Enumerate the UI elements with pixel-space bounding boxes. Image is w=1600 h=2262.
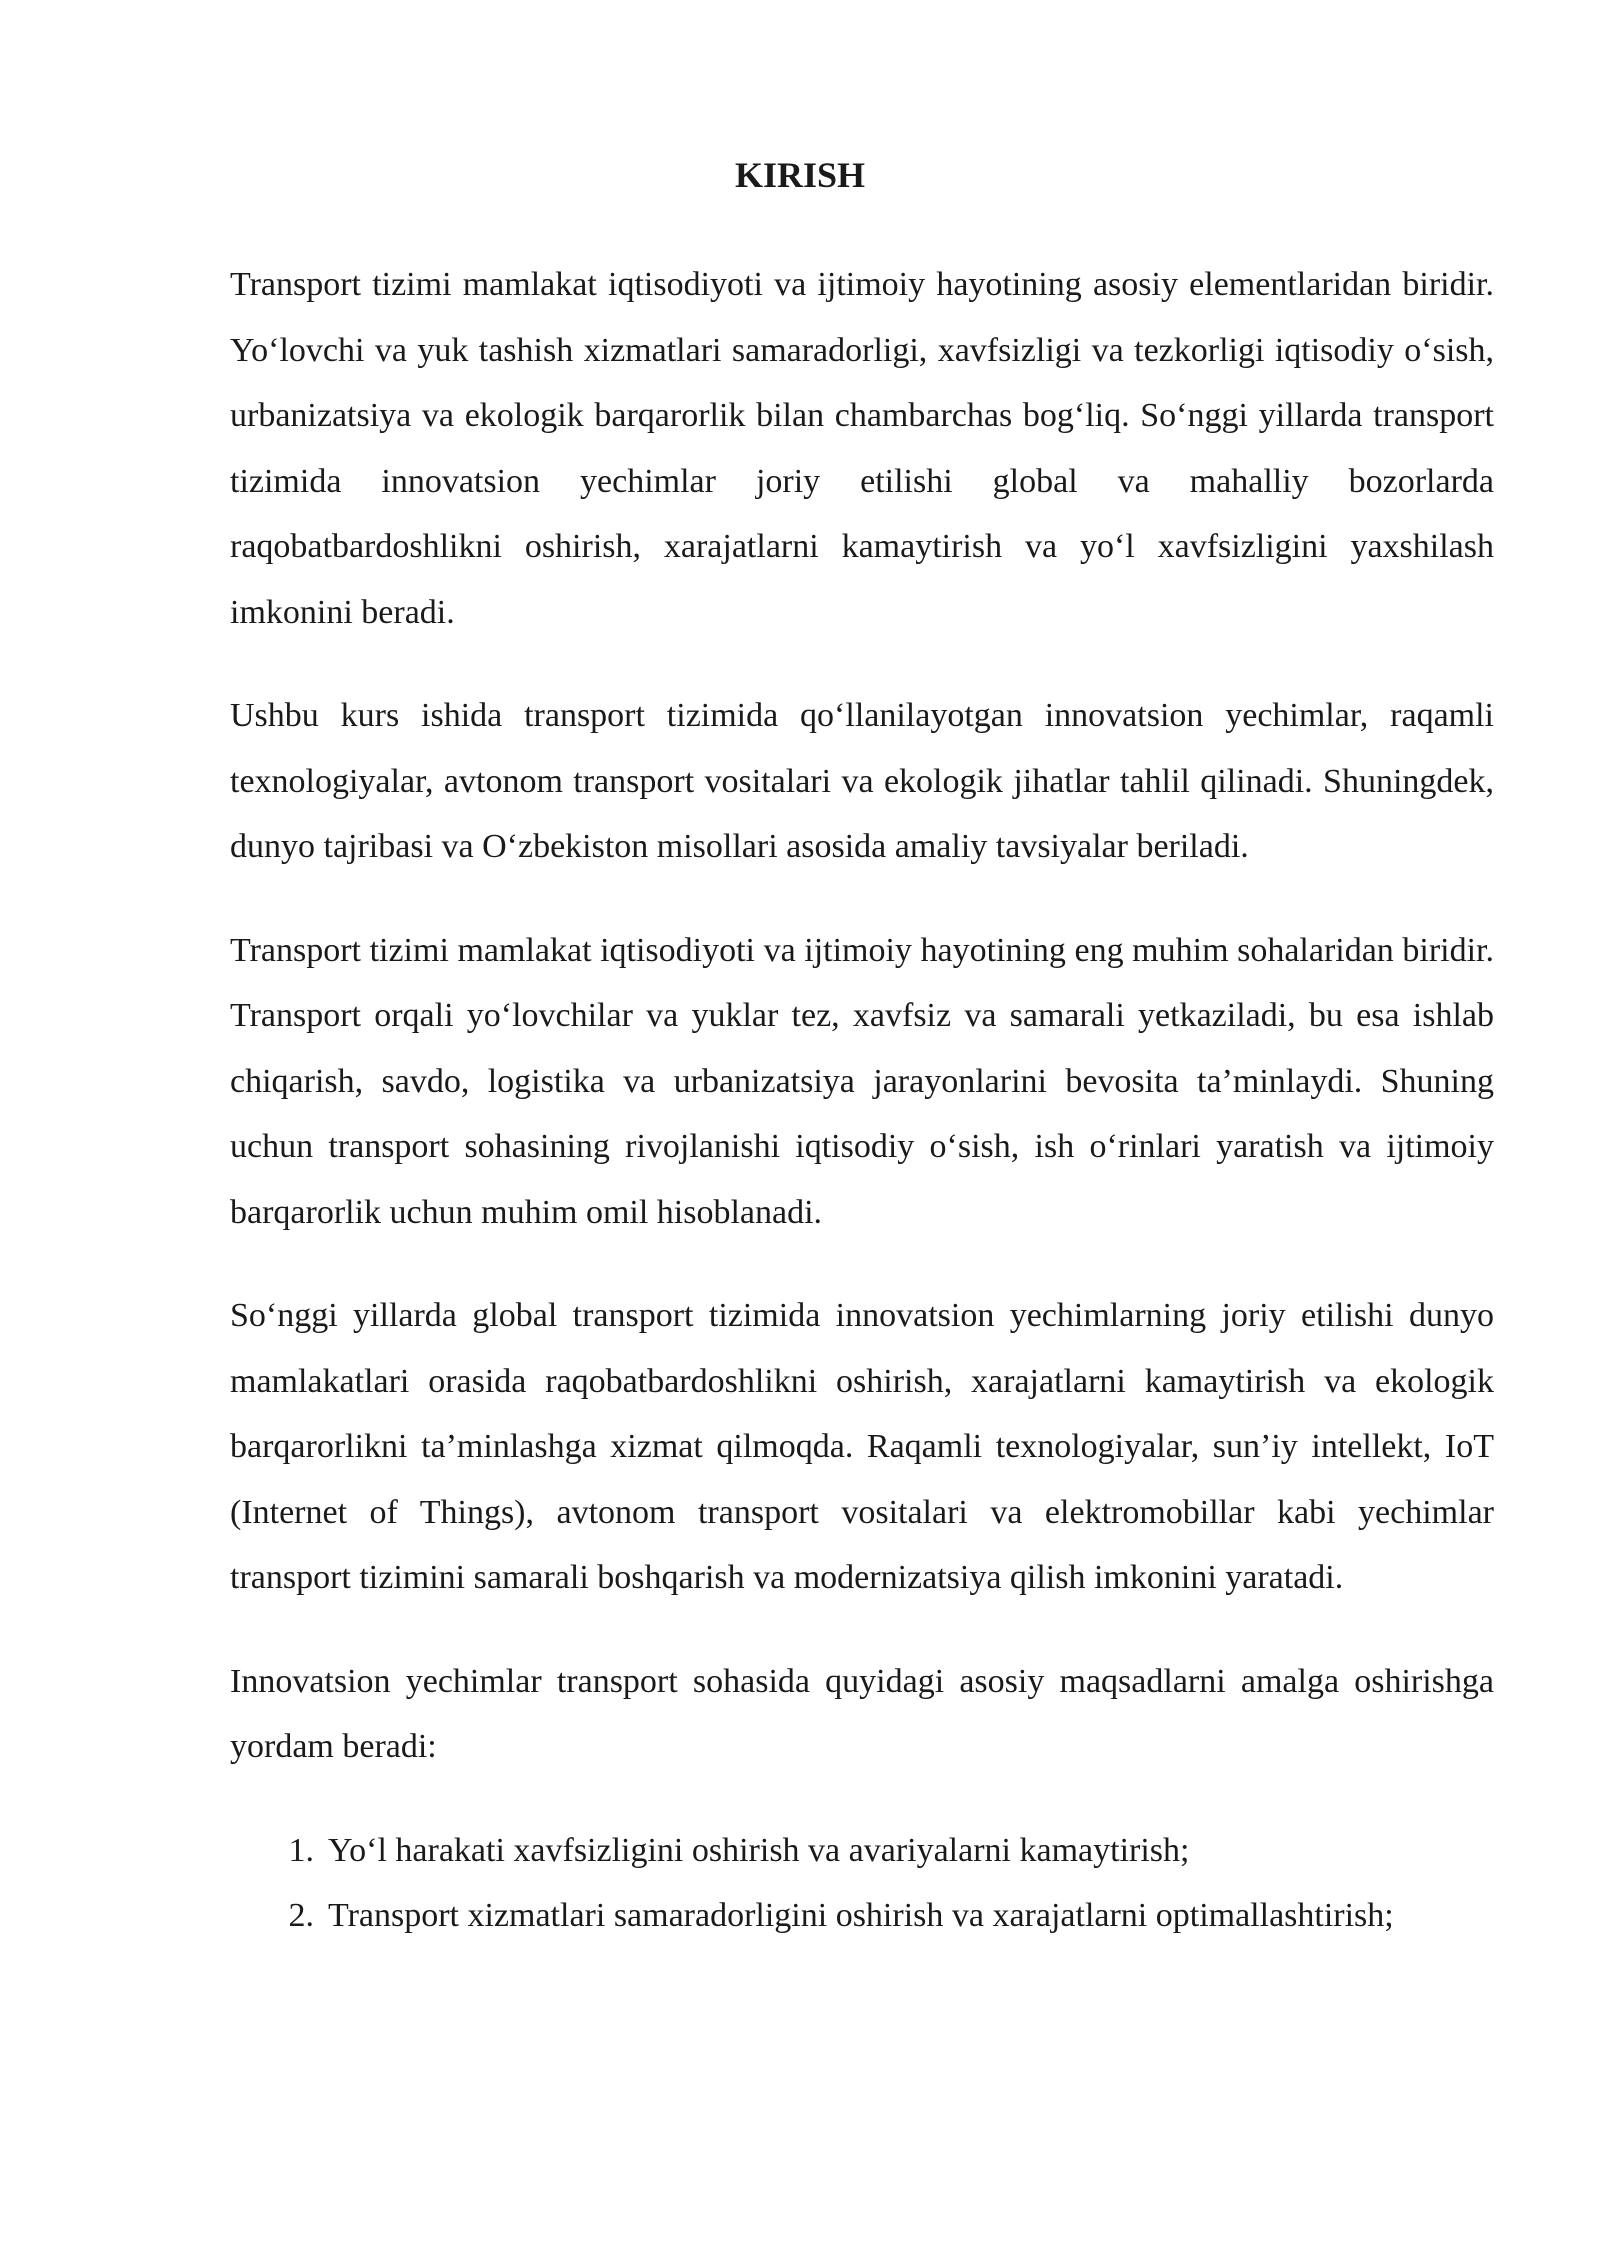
paragraph-1: Transport tizimi mamlakat iqtisodiyoti va ijtimoiy hayotining asosiy elementlaridan biridir. Yo‘lovchi va yuk tashish xizmatlari samaradorligi, xavfsizligi va tezkorligi iqtisodiy o‘sish, urbanizatsiya va ekologik barqarorlik bilan chambarchas bog‘liq. So‘nggi yillarda transport tizimida innovatsion yechimlar joriy etilishi global va mahalliy bozorlarda raqobatbardoshlikni oshirish, xarajatlarni kamaytirish va yo‘l xavfsizligini yaxshilash imkonini beradi.: [230, 266, 1494, 631]
list-item-number: 2.: [288, 1897, 314, 1934]
list-item-text: Transport xizmatlari samaradorligini oshirish va xarajatlarni optimallashtirish;: [328, 1897, 1394, 1934]
goals-list: [230, 1818, 1494, 1949]
list-item: [230, 1818, 1494, 1884]
paragraph-2: Ushbu kurs ishida transport tizimida qo‘llanilayotgan innovatsion yechimlar, raqamli texnologiyalar, avtonom transport vositalari va ekologik jihatlar tahlil qilinadi. Shuningdek, dunyo tajribasi va O‘zbekiston misollari asosida amaliy tavsiyalar beriladi.: [230, 697, 1494, 865]
list-item-text: Yo‘l harakati xavfsizligini oshirish va avariyalarni kamaytirish;: [328, 1831, 1190, 1869]
list-item: [230, 1883, 1494, 1949]
paragraph-4: So‘nggi yillarda global transport tizimida innovatsion yechimlarning joriy etilishi dunyo mamlakatlari orasida raqobatbardoshlikni oshirish, xarajatlarni kamaytirish va ekologik barqarorlikni ta’minlashga xizmat qilmoqda. Raqamli texnologiyalar, sun’iy intellekt, IoT (Internet of Things), avtonom transport vositalari va elektromobillar kabi yechimlar transport tizimini samarali boshqarish va modernizatsiya qilish imkonini yaratadi.: [230, 1297, 1494, 1596]
document-body: [230, 252, 1494, 1949]
list-item-number: 1.: [288, 1831, 314, 1869]
paragraph-3: Transport tizimi mamlakat iqtisodiyoti va ijtimoiy hayotining eng muhim sohalaridan biridir. Transport orqali yo‘lovchilar va yuklar tez, xavfsiz va samarali yetkaziladi, bu esa ishlab chiqarish, savdo, logistika va urbanizatsiya jarayonlarini bevosita ta’minlaydi. Shuning uchun transport sohasining rivojlanishi iqtisodiy o‘sish, ish o‘rinlari yaratish va ijtimoiy barqarorlik uchun muhim omil hisoblanadi.: [230, 931, 1494, 1231]
paragraph-5: Innovatsion yechimlar transport sohasida quyidagi asosiy maqsadlarni amalga oshirishga yordam beradi:: [230, 1662, 1494, 1765]
page-title: KIRISH: [734, 155, 866, 195]
